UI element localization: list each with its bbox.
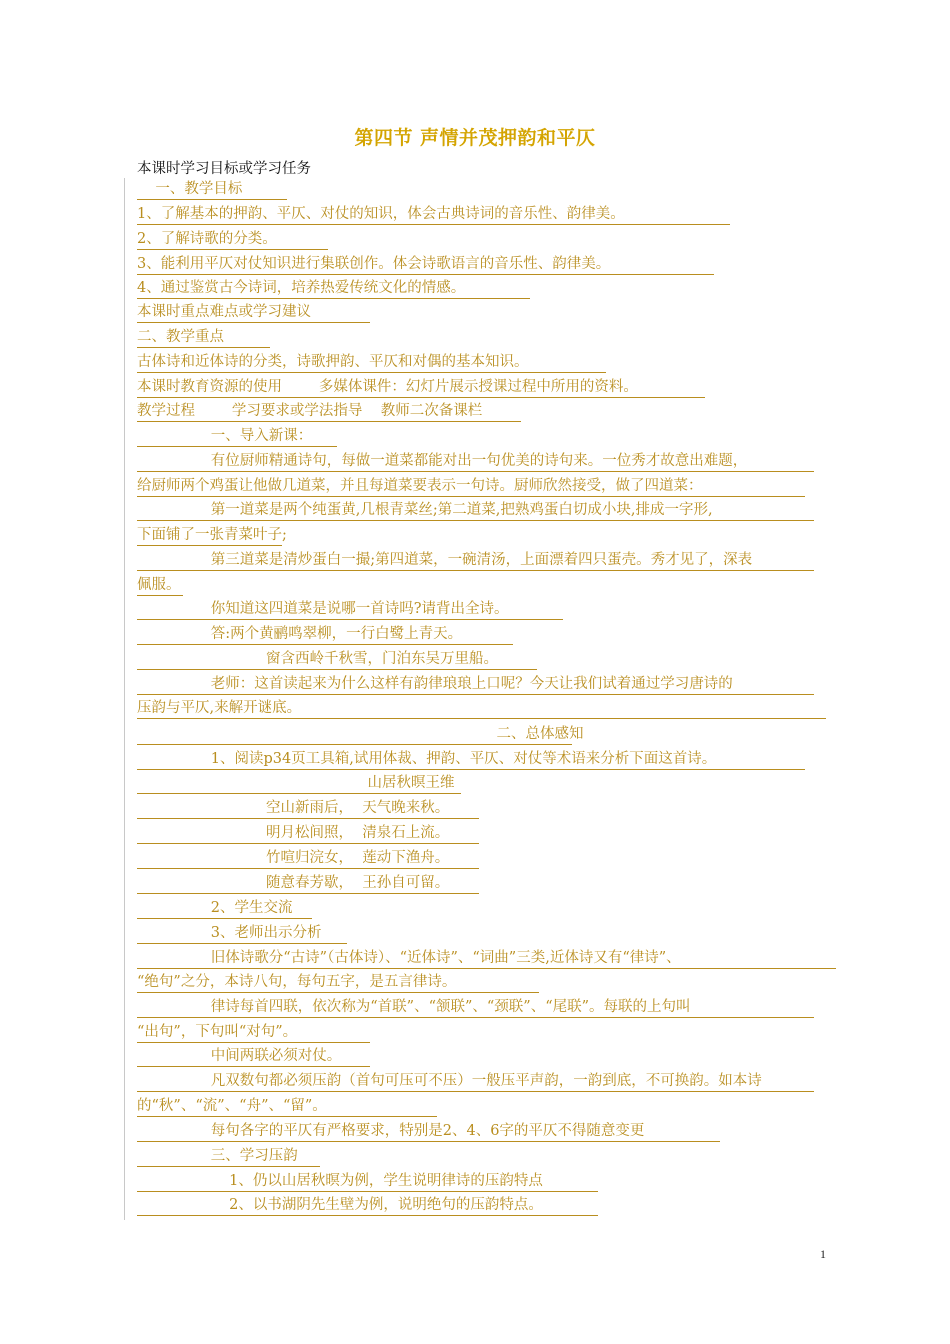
text-line bbox=[137, 675, 814, 695]
text-line bbox=[137, 1122, 720, 1142]
text-line-content: 答:两个黄鹂鸣翠柳，一行白鹭上青天。 bbox=[137, 626, 463, 642]
text-line bbox=[137, 600, 563, 620]
text-line-content: 一、导入新课： bbox=[137, 428, 313, 444]
text-line bbox=[137, 526, 287, 546]
text-line-content: 4、通过鉴赏古今诗词，培养热爱传统文化的情感。 bbox=[137, 280, 466, 296]
text-line-content: “出句”，下句叫“对句”。 bbox=[137, 1024, 298, 1040]
text-line bbox=[137, 725, 584, 745]
page-number: 1 bbox=[820, 1247, 826, 1261]
text-line bbox=[137, 1196, 598, 1216]
page-title: 第四节 声情并茂押韵和平仄 bbox=[354, 127, 596, 149]
text-line bbox=[137, 501, 814, 521]
text-line bbox=[137, 1147, 320, 1167]
text-line-content: 3、能利用平仄对仗知识进行集联创作。体会诗歌语言的音乐性、韵律美。 bbox=[137, 256, 611, 272]
text-line bbox=[137, 402, 521, 422]
text-line-content: 老师：这首读起来为什么这样有韵律琅琅上口呢？今天让我们试着通过学习唐诗的 bbox=[137, 676, 733, 692]
text-line-content: 古体诗和近体诗的分类，诗歌押韵、平仄和对偶的基本知识。 bbox=[137, 354, 529, 370]
text-line-content: 窗含西岭千秋雪，门泊东吴万里船。 bbox=[137, 651, 499, 667]
text-line bbox=[137, 353, 606, 373]
text-line bbox=[137, 551, 814, 571]
text-line-content: 1、仍以山居秋暝为例，学生说明律诗的压韵特点 bbox=[137, 1173, 543, 1189]
text-line bbox=[137, 205, 730, 225]
text-line-content: 本课时教育资源的使用 多媒体课件：幻灯片展示授课过程中所用的资料。 bbox=[137, 379, 638, 395]
text-line-content: “绝句”之分，本诗八句，每句五字，是五言律诗。 bbox=[137, 974, 457, 990]
text-line-content: 旧体诗歌分“古诗”（古体诗）、“近体诗”、“词曲”三类,近体诗又有“律诗”、 bbox=[137, 950, 681, 966]
text-line-content: 随意春芳歇， 王孙自可留。 bbox=[137, 875, 450, 891]
text-line-content: 一、教学目标 bbox=[137, 181, 243, 197]
text-line bbox=[137, 824, 479, 844]
text-line bbox=[137, 477, 805, 497]
section-heading: 本课时学习目标或学习任务 bbox=[137, 161, 311, 177]
left-margin-rule bbox=[124, 178, 125, 1220]
text-line-content: 中间两联必须对仗。 bbox=[137, 1048, 342, 1064]
text-line-content: 山居秋暝王维 bbox=[137, 775, 455, 791]
text-line-content: 空山新雨后， 天气晚来秋。 bbox=[137, 800, 450, 816]
text-line bbox=[137, 255, 714, 275]
text-line bbox=[137, 924, 347, 944]
text-line bbox=[137, 998, 814, 1018]
text-line-content: 压韵与平仄,来解开谜底。 bbox=[137, 700, 302, 716]
text-line-content: 律诗每首四联，依次称为“首联”、“颔联”、“颈联”、“尾联”。每联的上句叫 bbox=[137, 999, 691, 1015]
text-line bbox=[137, 180, 287, 200]
text-line bbox=[137, 1097, 437, 1117]
text-line bbox=[137, 378, 705, 398]
text-line-content: 2、了解诗歌的分类。 bbox=[137, 231, 277, 247]
text-line bbox=[137, 774, 461, 794]
text-line bbox=[137, 625, 513, 645]
text-line bbox=[137, 799, 479, 819]
text-line bbox=[137, 750, 805, 770]
text-line bbox=[137, 427, 337, 447]
text-line-content: 教学过程 学习要求或学法指导 教师二次备课栏 bbox=[137, 403, 483, 419]
text-line-content: 二、教学重点 bbox=[137, 329, 224, 345]
text-line bbox=[137, 1172, 598, 1192]
text-line bbox=[137, 1023, 370, 1043]
text-line bbox=[137, 279, 530, 299]
text-line-content: 你知道这四道菜是说哪一首诗吗?请背出全诗。 bbox=[137, 601, 509, 617]
text-line-content: 下面铺了一张青菜叶子; bbox=[137, 527, 287, 543]
text-line-content: 竹喧归浣女， 莲动下渔舟。 bbox=[137, 850, 450, 866]
text-line bbox=[137, 1047, 370, 1067]
text-line bbox=[137, 303, 370, 323]
text-line-content: 第三道菜是清炒蛋白一撮;第四道菜，一碗清汤，上面漂着四只蛋壳。秀才见了，深表 bbox=[137, 552, 753, 568]
text-line-content: 的“秋”、“流”、“舟”、“留”。 bbox=[137, 1098, 327, 1114]
text-line-content: 2、以书湖阴先生壁为例，说明绝句的压韵特点。 bbox=[137, 1197, 543, 1213]
text-line bbox=[137, 328, 270, 348]
text-line-content: 佩服。 bbox=[137, 577, 181, 593]
text-line bbox=[137, 874, 479, 894]
text-line bbox=[137, 849, 479, 869]
text-line-content: 本课时重点难点或学习建议 bbox=[137, 304, 311, 320]
text-line bbox=[137, 576, 183, 596]
text-line-content: 明月松间照， 清泉石上流。 bbox=[137, 825, 450, 841]
text-line bbox=[137, 699, 826, 719]
text-line-content: 凡双数句都必须压韵（首句可压可不压）一般压平声韵，一韵到底，不可换韵。如本诗 bbox=[137, 1073, 762, 1089]
text-line-content: 二、总体感知 bbox=[137, 726, 584, 742]
text-line bbox=[137, 230, 328, 250]
text-line-content: 第一道菜是两个纯蛋黄,几根青菜丝;第二道菜,把熟鸡蛋白切成小块,排成一字形, bbox=[137, 502, 713, 518]
text-line bbox=[137, 899, 312, 919]
text-line bbox=[137, 949, 836, 969]
text-line-content: 1、阅读p34页工具箱,试用体裁、押韵、平仄、对仗等术语来分析下面这首诗。 bbox=[137, 751, 717, 767]
text-line-content: 三、学习压韵 bbox=[137, 1148, 298, 1164]
text-line bbox=[137, 452, 814, 472]
text-line bbox=[137, 650, 537, 670]
text-line-content: 给厨师两个鸡蛋让他做几道菜，并且每道菜要表示一句诗。厨师欣然接受，做了四道菜： bbox=[137, 478, 703, 494]
text-line-content: 有位厨师精通诗句，每做一道菜都能对出一句优美的诗句来。一位秀才故意出难题， bbox=[137, 453, 748, 469]
text-line-content: 每句各字的平仄有严格要求，特别是2、4、6字的平仄不得随意变更 bbox=[137, 1123, 645, 1139]
text-line-content: 1、了解基本的押韵、平仄、对仗的知识，体会古典诗词的音乐性、韵律美。 bbox=[137, 206, 625, 222]
text-line-content: 2、学生交流 bbox=[137, 900, 293, 916]
text-line bbox=[137, 973, 539, 993]
text-line-content: 3、老师出示分析 bbox=[137, 925, 322, 941]
text-line bbox=[137, 1072, 814, 1092]
